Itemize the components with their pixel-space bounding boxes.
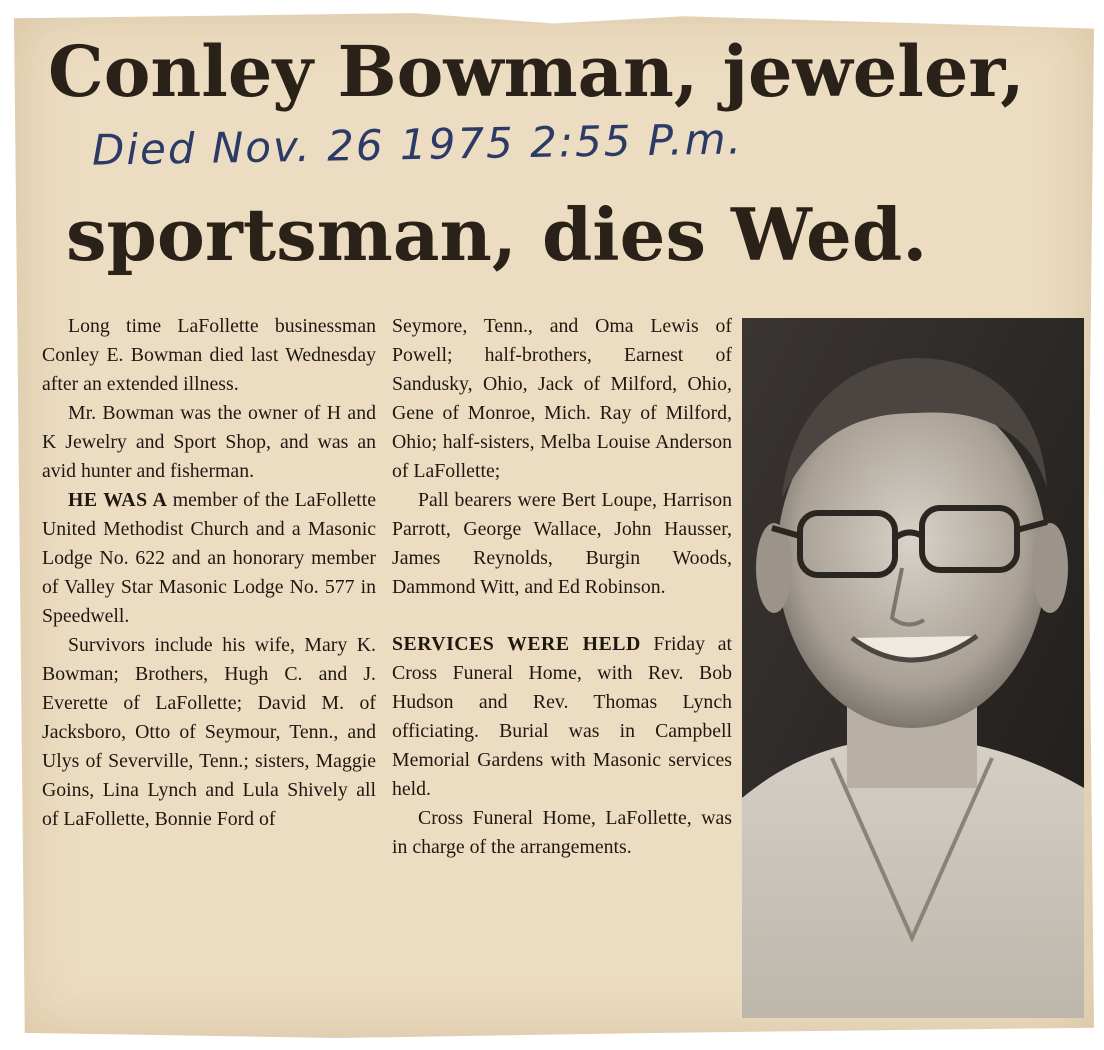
- paragraph-gap: [392, 602, 732, 630]
- portrait-photo: [742, 318, 1084, 1018]
- headline-line-2: sportsman, dies Wed.: [66, 192, 928, 277]
- paragraph-lead: HE WAS A: [68, 489, 168, 511]
- ear-shape: [756, 523, 792, 613]
- article-paragraph: Cross Funeral Home, LaFollette, was in charge of the arrangements.: [392, 807, 732, 858]
- article-paragraph: [392, 630, 732, 804]
- article-paragraph: Survivors include his wife, Mary K. Bowman; Brothers, Hugh C. and J. Everette of LaFollette; David M. of Jacksboro, Otto of Seymour, Tenn., and Ulys of Severville, Tenn.; sisters, Maggie Goins, Lina Lynch and Lula Shively all of LaFollette, Bonnie Ford of: [42, 634, 376, 830]
- paragraph-body: member of the LaFollette United Methodist Church and a Masonic Lodge No. 622 and an honorary member of Valley Star Masonic Lodge No. 577 in Speedwell.: [42, 489, 376, 627]
- article-paragraph: Mr. Bowman was the owner of H and K Jewelry and Sport Shop, and was an avid hunter and fisherman.: [42, 402, 376, 482]
- article-paragraph: Seymore, Tenn., and Oma Lewis of Powell; half-brothers, Earnest of Sandusky, Ohio, Jack of Milford, Ohio, Gene of Monroe, Mich. Ray of Milford, Ohio; half-sisters, Melba Louise Anderson of LaFollette;: [392, 315, 732, 482]
- article-paragraph: [42, 486, 376, 631]
- handwritten-note: Died Nov. 26 1975 2:55 P.m.: [91, 114, 744, 175]
- article-column-1: [42, 312, 376, 834]
- article-paragraph: Long time LaFollette businessman Conley E. Bowman died last Wednesday after an extended illness.: [42, 315, 376, 395]
- ear-shape: [1032, 523, 1068, 613]
- headline-line-1: Conley Bowman, jeweler,: [48, 30, 1025, 113]
- paragraph-body: Friday at Cross Funeral Home, with Rev. Bob Hudson and Rev. Thomas Lynch officiating. Burial was in Campbell Memorial Gardens with Masonic services held.: [392, 633, 733, 800]
- article-paragraph: Pall bearers were Bert Loupe, Harrison Parrott, George Wallace, John Hausser, James Reynolds, Burgin Woods, Dammond Witt, and Ed Robinson.: [392, 489, 732, 598]
- article-column-2: [392, 312, 732, 862]
- paragraph-lead: SERVICES WERE HELD: [392, 633, 641, 655]
